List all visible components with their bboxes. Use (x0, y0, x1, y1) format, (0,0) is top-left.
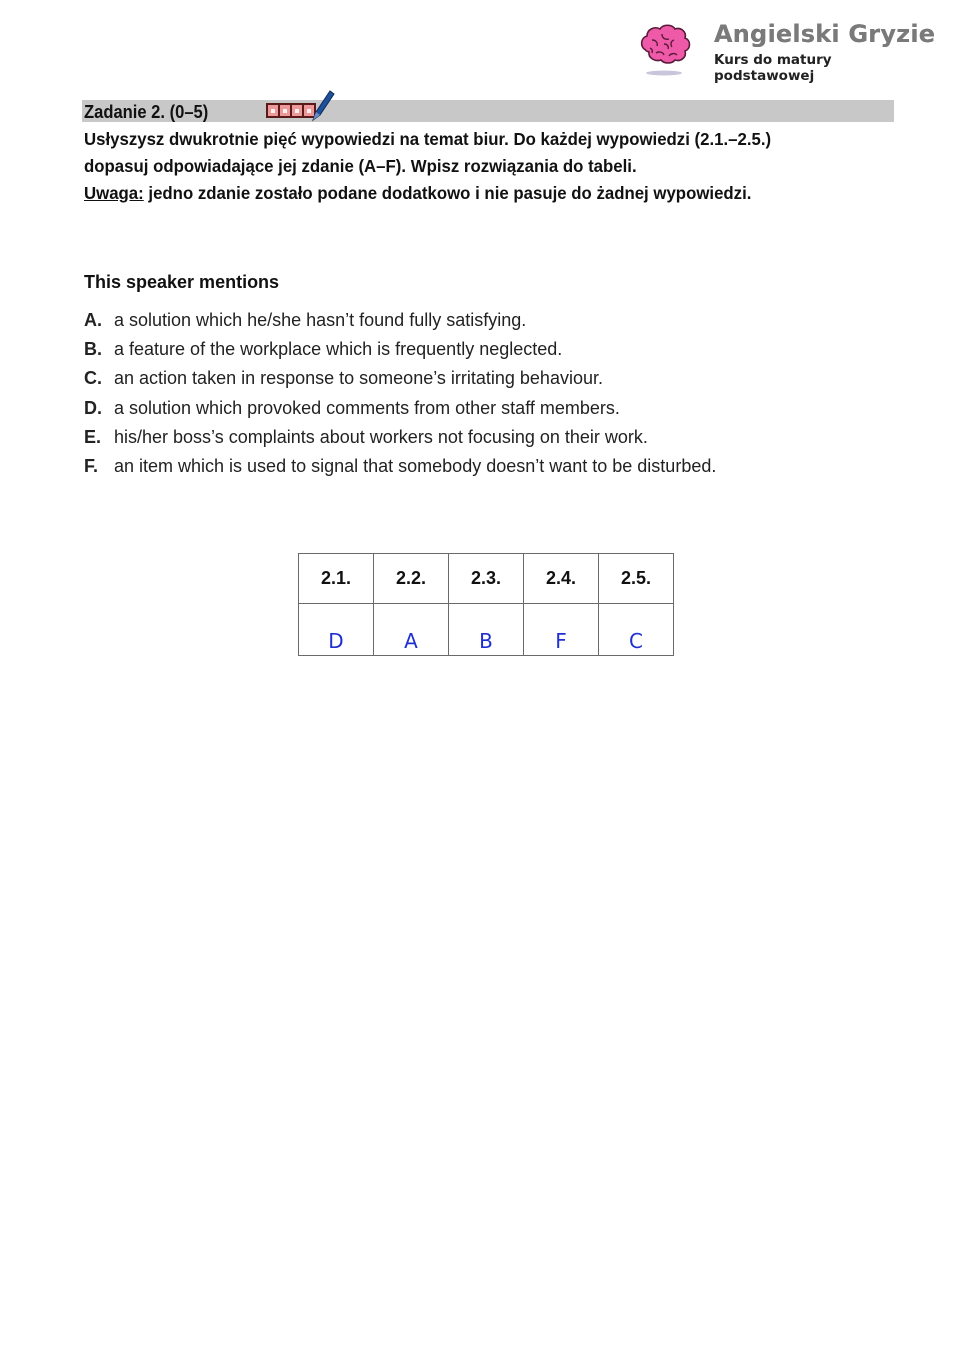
option-item (84, 339, 716, 368)
answer-cell[interactable]: D (299, 604, 374, 656)
option-letter: F. (84, 455, 99, 476)
option-text: a solution which provoked comments from other staff members. (114, 397, 620, 418)
option-letter: C. (84, 368, 102, 389)
score-box (279, 104, 291, 117)
option-text: his/her boss’s complaints about workers not focusing on their work. (114, 426, 648, 447)
option-item (84, 368, 716, 397)
option-letter: E. (84, 426, 102, 447)
options-list (84, 310, 716, 485)
option-text: an item which is used to signal that somebody doesn’t want to be disturbed. (114, 455, 717, 476)
question-number-cell: 2.4. (524, 554, 599, 604)
option-letter: A. (84, 310, 102, 330)
answer-cell[interactable]: A (374, 604, 449, 656)
answer-cell[interactable]: C (599, 604, 674, 656)
option-text: an action taken in response to someone’s irritating behaviour. (114, 368, 603, 389)
question-number-cell: 2.3. (449, 554, 524, 604)
option-item (84, 310, 716, 339)
question-number-cell: 2.2. (374, 554, 449, 604)
score-box (291, 104, 303, 117)
answer-table-header-row (299, 554, 674, 604)
section-title: This speaker mentions (84, 272, 280, 292)
task-title: Zadanie 2. (0–5) (84, 102, 209, 122)
option-text: a solution which he/she hasn’t found fully satisfying. (114, 310, 527, 330)
note-label: Uwaga: (84, 183, 144, 203)
brand-name: Angielski Gryzie (714, 20, 936, 48)
answer-table-answer-row (299, 604, 674, 656)
answer-table (298, 553, 674, 656)
pen-icon (310, 88, 336, 122)
option-letter: D. (84, 397, 102, 418)
question-number-cell: 2.1. (299, 554, 374, 604)
answer-cell[interactable]: B (449, 604, 524, 656)
score-box (267, 104, 279, 117)
option-letter: B. (84, 339, 102, 360)
brand-subtitle: Kurs do matury podstawowej (714, 52, 832, 84)
option-item (84, 398, 716, 427)
note-line (84, 180, 910, 207)
brand-logo (636, 18, 936, 82)
instruction-line: Usłyszysz dwukrotnie pięć wypowiedzi na temat biur. Do każdej wypowiedzi (2.1.–2.5.) (84, 129, 772, 149)
task-instructions (84, 126, 944, 207)
brain-icon (636, 20, 692, 76)
option-item (84, 456, 716, 485)
note-text: jedno zdanie zostało podane dodatkowo i nie pasuje do żadnej wypowiedzi. (143, 183, 752, 203)
answer-cell[interactable]: F (524, 604, 599, 656)
instruction-line: dopasuj odpowiadające jej zdanie (A–F). Wpisz rozwiązania do tabeli. (84, 156, 637, 176)
option-item (84, 427, 716, 456)
question-number-cell: 2.5. (599, 554, 674, 604)
score-boxes-icon (266, 103, 316, 118)
option-text: a feature of the workplace which is frequently neglected. (114, 339, 563, 360)
